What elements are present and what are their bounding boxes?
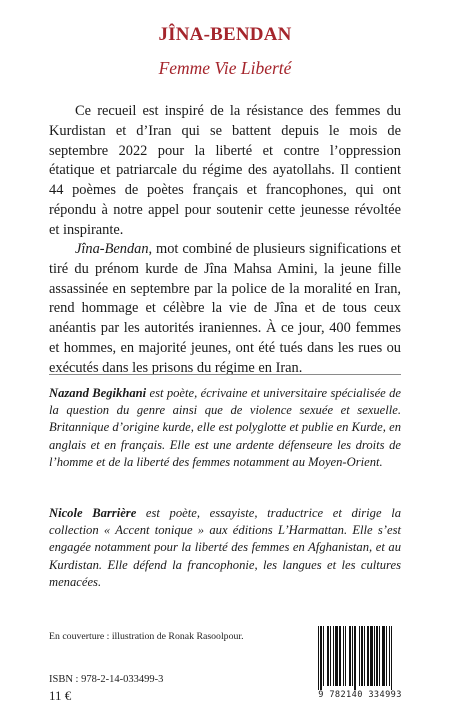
barcode-bar <box>364 626 365 686</box>
barcode-bar <box>323 626 324 686</box>
barcode-bar <box>374 626 375 686</box>
title-mention: Jîna-Bendan <box>75 241 149 257</box>
barcode-bars <box>314 626 406 690</box>
author-bio-2 <box>49 505 401 591</box>
barcode-bar <box>343 626 344 686</box>
barcode-bar <box>333 626 334 686</box>
section-divider <box>49 374 401 375</box>
summary-paragraph-2 <box>49 240 401 379</box>
barcode-bar <box>382 626 385 686</box>
book-subtitle: Femme Vie Liberté <box>158 58 292 78</box>
author-bio-1 <box>49 385 401 471</box>
author-name-1: Nazand Begikhani <box>49 386 147 400</box>
summary-paragraph-1: Ce recueil est inspiré de la résistance des femmes du Kurdistan et d’Iran qui se battent depuis le mois de septembre 2022 pour la liberté et contre l’oppression étatique et patriarcale du régime des ayatollahs. Il contient 44 poèmes de poètes français et francophones, qui ont répondu à notre appel pour soutenir cette jeunesse révoltée et inspirante. <box>49 103 401 238</box>
book-title: JÎNA-BENDAN <box>158 24 292 45</box>
barcode-bar <box>386 626 387 686</box>
barcode-bar <box>352 626 353 686</box>
barcode-digits: 9 782140 334993 <box>318 690 402 700</box>
barcode-bar <box>359 626 360 686</box>
barcode-bar <box>379 626 380 686</box>
summary-paragraph-2-text: , mot combiné de plusieurs significations et tiré du prénom kurde de Jîna Mahsa Amini, la jeune fille assassinée en septembre par la police de la moralité en Iran, rend hommage et célèbre la vie de Jîna et de tous ceux anéantis par les autorités iraniennes. À ce jour, 400 femmes et hommes, en majorité jeunes, ont été tués dans les rues ou exécutés dans les prisons du régime en Iran. <box>49 241 401 376</box>
author-bio-2-text: est poète, essayiste, traductrice et dirige la collection « Accent tonique » aux éditions L’Harmattan. Elle s’est engagée notamment pour la liberté des femmes en Afghanistan, et au Kurdistan. Elle défend la francophonie, les langues et les cultures menacées. <box>49 506 402 589</box>
barcode-bar <box>330 626 331 686</box>
isbn-number: ISBN : 978-2-14-033499-3 <box>49 674 164 685</box>
barcode <box>314 626 406 702</box>
barcode-bar <box>320 626 322 690</box>
barcode-bar <box>354 626 356 690</box>
barcode-bar <box>370 626 373 686</box>
barcode-bar <box>389 626 390 686</box>
barcode-bar <box>349 626 351 686</box>
barcode-bar <box>335 626 338 686</box>
barcode-bar <box>318 626 319 690</box>
barcode-bar <box>391 626 392 690</box>
price-label: 11 € <box>49 688 72 703</box>
cover-credit: En couverture : illustration de Ronak Rasoolpour. <box>49 631 244 642</box>
barcode-bar <box>327 626 329 686</box>
barcode-bar <box>376 626 378 686</box>
barcode-bar <box>361 626 363 686</box>
barcode-bar <box>339 626 341 686</box>
barcode-bar <box>345 626 346 686</box>
author-bio-1-text: est poète, écrivaine et universitaire spécialisée de la question du genre ainsi que de violence sexuée et sexuelle. Britannique d’origine kurde, elle est polyglotte et publie en Kurde, en anglais et en français. Elle est une ardente défenseure les droits de l’homme et de la liberté des femmes notamment au Moyen-Orient. <box>49 386 401 469</box>
barcode-bar <box>367 626 369 686</box>
author-name-2: Nicole Barrière <box>49 506 137 520</box>
